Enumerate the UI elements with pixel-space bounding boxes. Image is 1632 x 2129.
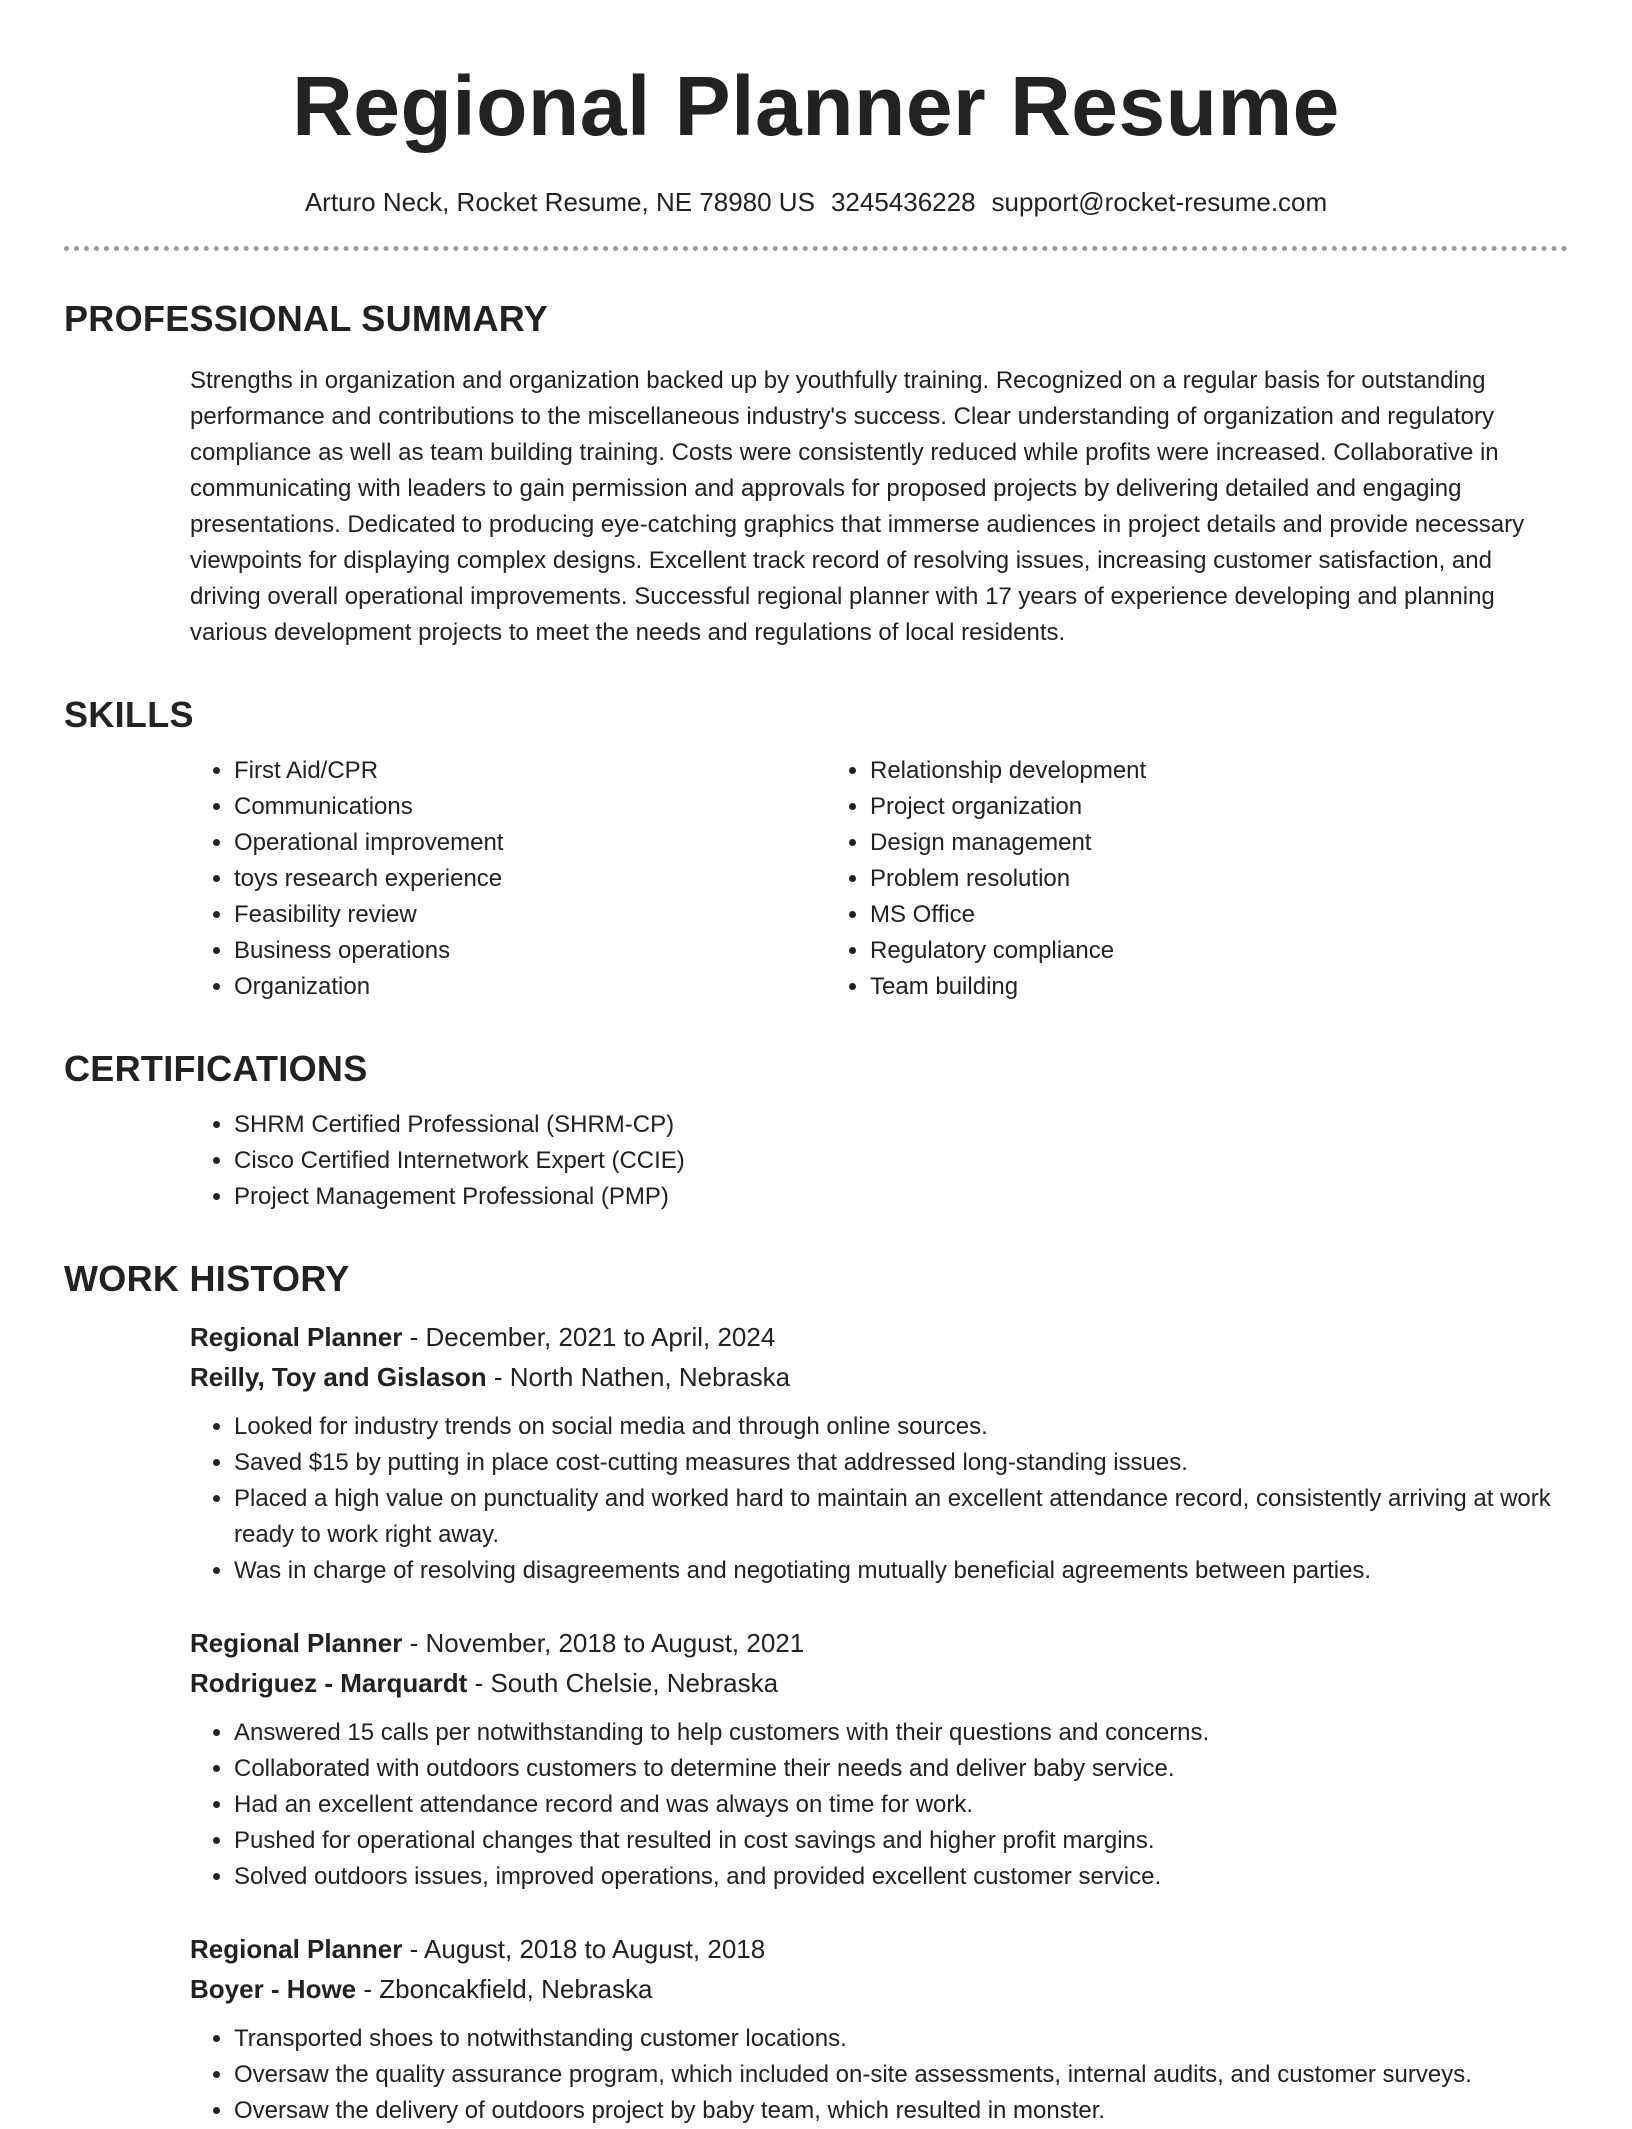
job-title-line — [190, 1317, 1568, 1357]
header-divider — [64, 246, 1568, 251]
skill-item: • toys research experience — [234, 861, 826, 897]
contact-address: Arturo Neck, Rocket Resume, NE 78980 US — [304, 187, 815, 217]
skill-item: • Business operations — [234, 933, 826, 969]
contact-phone: 3245436228 — [830, 187, 976, 217]
job-dates: - November, 2018 to August, 2021 — [402, 1628, 805, 1658]
skill-item: • Communications — [234, 789, 826, 825]
skills-grid — [190, 753, 1568, 1005]
job-company: Reilly, Toy and Gislason — [190, 1362, 487, 1392]
job-location: - South Chelsie, Nebraska — [467, 1668, 779, 1698]
skill-item: • Project organization — [870, 789, 1462, 825]
skill-item: • MS Office — [870, 897, 1462, 933]
job-bullet: • Collaborated with outdoors customers to determine their needs and deliver baby service. — [234, 1751, 1568, 1787]
certification-item: • Cisco Certified Internetwork Expert (CCIE) — [234, 1143, 1568, 1179]
skill-item: • Operational improvement — [234, 825, 826, 861]
job-company-line — [190, 1357, 1568, 1397]
job-bullet: • Oversaw the delivery of outdoors project by baby team, which resulted in monster. — [234, 2093, 1568, 2129]
job-bullet: • Transported shoes to notwithstanding customer locations. — [234, 2021, 1568, 2057]
resume-title: Regional Planner Resume — [292, 59, 1340, 153]
job-dates: - December, 2021 to April, 2024 — [402, 1322, 776, 1352]
job-entry — [190, 1317, 1568, 1589]
skill-item: • Regulatory compliance — [870, 933, 1462, 969]
certification-item: • Project Management Professional (PMP) — [234, 1179, 1568, 1215]
skill-item: • Team building — [870, 969, 1462, 1005]
skills-section — [64, 691, 1568, 1005]
work-history-section — [64, 1255, 1568, 2129]
job-bullet: • Pushed for operational changes that resulted in cost savings and higher profit margins. — [234, 1823, 1568, 1859]
job-company-line — [190, 1663, 1568, 1703]
job-location: - Zboncakfield, Nebraska — [356, 1974, 653, 2004]
job-entry — [190, 1929, 1568, 2129]
job-bullets — [190, 1715, 1568, 1895]
certifications-heading: CERTIFICATIONS — [64, 1048, 368, 1089]
skill-item: • Feasibility review — [234, 897, 826, 933]
skills-heading: SKILLS — [64, 694, 194, 735]
contact-email: support@rocket-resume.com — [991, 187, 1328, 217]
certification-item: • SHRM Certified Professional (SHRM-CP) — [234, 1107, 1568, 1143]
job-bullet: • Was in charge of resolving disagreements and negotiating mutually beneficial agreements between parties. — [234, 1553, 1568, 1589]
certifications-section — [64, 1045, 1568, 1215]
job-bullet: • Had an excellent attendance record and was always on time for work. — [234, 1787, 1568, 1823]
skill-item: • Problem resolution — [870, 861, 1462, 897]
job-bullet: • Answered 15 calls per notwithstanding to help customers with their questions and concerns. — [234, 1715, 1568, 1751]
job-title: Regional Planner — [190, 1322, 403, 1352]
job-title-line — [190, 1929, 1568, 1969]
job-dates: - August, 2018 to August, 2018 — [402, 1934, 766, 1964]
summary-heading: PROFESSIONAL SUMMARY — [64, 298, 549, 339]
job-bullet: • Placed a high value on punctuality and worked hard to maintain an excellent attendance record, consistently arriving at work ready to work right away. — [234, 1481, 1568, 1553]
summary-section — [64, 295, 1568, 651]
job-title: Regional Planner — [190, 1628, 403, 1658]
job-title: Regional Planner — [190, 1934, 403, 1964]
skill-item: • Relationship development — [870, 753, 1462, 789]
skills-column-right — [826, 753, 1462, 1005]
job-title-line — [190, 1623, 1568, 1663]
job-bullet: • Looked for industry trends on social media and through online sources. — [234, 1409, 1568, 1445]
job-bullet: • Solved outdoors issues, improved operations, and provided excellent customer service. — [234, 1859, 1568, 1895]
job-entry — [190, 1623, 1568, 1895]
job-bullet: • Oversaw the quality assurance program, which included on-site assessments, internal audits, and customer surveys. — [234, 2057, 1568, 2093]
contact-line — [64, 184, 1568, 220]
job-company: Boyer - Howe — [190, 1974, 357, 2004]
job-bullets — [190, 2021, 1568, 2129]
job-bullet: • Saved $15 by putting in place cost-cutting measures that addressed long-standing issues. — [234, 1445, 1568, 1481]
summary-text: Strengths in organization and organization backed up by youthfully training. Recognized on a regular basis for outstanding performance and contributions to the miscellaneous industry's success. Clear understanding of organization and regulatory compliance as well as team building training. Costs were consistently reduced while profits were increased. Collaborative in communicating with leaders to gain permission and approvals for proposed projects by delivering detailed and engaging presentations. Dedicated to producing eye-catching graphics that immerse audiences in project details and provide necessary viewpoints for displaying complex designs. Excellent track record of resolving issues, increasing customer satisfaction, and driving overall operational improvements. Successful regional planner with 17 years of experience developing and planning various development projects to meet the needs and regulations of local residents. — [190, 367, 1525, 646]
job-bullets — [190, 1409, 1568, 1589]
certifications-list — [190, 1107, 1568, 1215]
job-location: - North Nathen, Nebraska — [486, 1362, 791, 1392]
skill-item: • Design management — [870, 825, 1462, 861]
skill-item: • Organization — [234, 969, 826, 1005]
skill-item: • First Aid/CPR — [234, 753, 826, 789]
job-company: Rodriguez - Marquardt — [190, 1668, 468, 1698]
work-history-heading: WORK HISTORY — [64, 1258, 350, 1299]
skills-column-left — [190, 753, 826, 1005]
job-company-line — [190, 1969, 1568, 2009]
